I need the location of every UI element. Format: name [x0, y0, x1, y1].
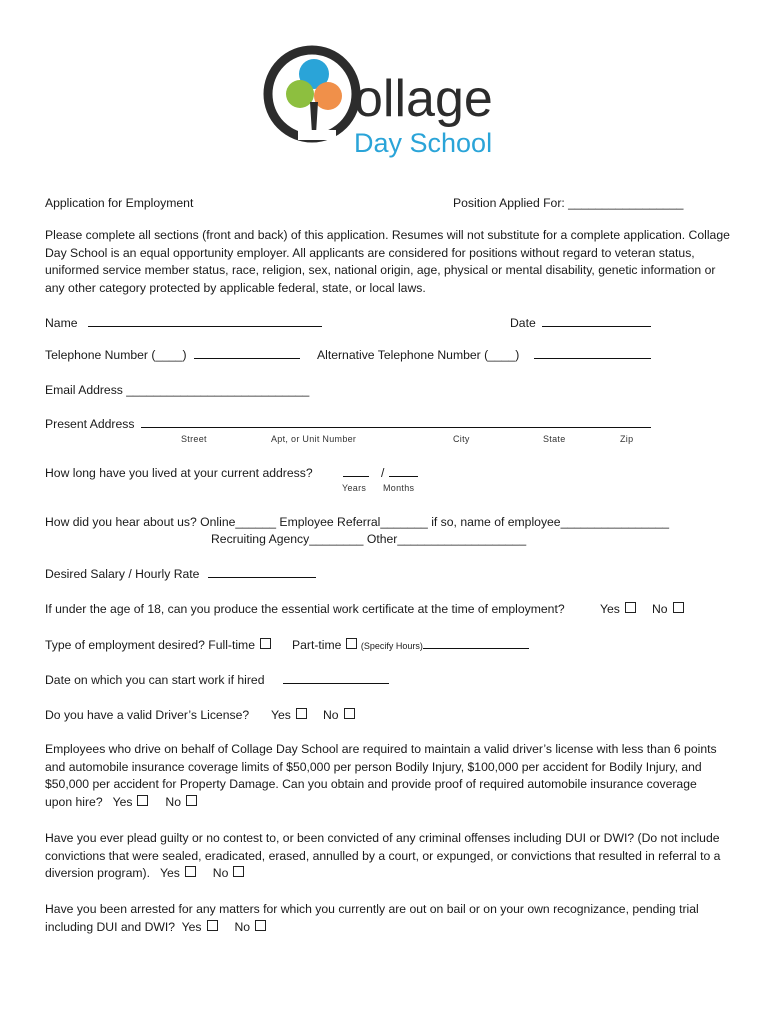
months-field[interactable]: [389, 465, 418, 481]
name-label: Name: [45, 316, 78, 330]
form-title: Application for Employment: [45, 196, 194, 210]
checkbox-icon[interactable]: [296, 708, 307, 719]
residence-duration-question: How long have you lived at your current address?: [45, 466, 313, 480]
date-field[interactable]: [542, 315, 651, 331]
license-yes[interactable]: Yes: [271, 707, 307, 723]
address-zip-caption: Zip: [620, 434, 634, 444]
salary-field[interactable]: [208, 566, 316, 582]
telephone-label: Telephone Number (____): [45, 348, 187, 362]
work-certificate-yes[interactable]: Yes: [600, 601, 636, 617]
address-label: Present Address: [45, 417, 135, 431]
alt-telephone-field[interactable]: [534, 347, 651, 363]
referral-source-line2[interactable]: Recruiting Agency________ Other___________________: [211, 532, 527, 546]
work-certificate-question: If under the age of 18, can you produce the essential work certificate at the time of employment?: [45, 602, 565, 616]
months-caption: Months: [383, 483, 415, 493]
logo-subtitle: Day School: [354, 128, 493, 158]
name-field[interactable]: [88, 315, 322, 331]
work-certificate-no[interactable]: No: [652, 601, 684, 617]
start-date-field[interactable]: [283, 672, 389, 688]
address-field[interactable]: [141, 416, 651, 432]
insurance-yes[interactable]: Yes: [113, 795, 149, 809]
license-question: Do you have a valid Driver’s License?: [45, 708, 250, 722]
logo-green-leaf: [286, 80, 314, 108]
position-applied-field[interactable]: Position Applied For: _________________: [453, 196, 684, 210]
alt-telephone-label: Alternative Telephone Number (____): [317, 348, 520, 362]
address-apt-caption: Apt, or Unit Number: [271, 434, 357, 444]
conviction-yes[interactable]: Yes: [160, 866, 196, 880]
full-time-checkbox[interactable]: [260, 638, 271, 649]
slash-separator: /: [381, 466, 385, 480]
start-date-label: Date on which you can start work if hired: [45, 673, 265, 687]
insurance-question: Employees who drive on behalf of Collage Day School are required to maintain a valid driver’s license with less than 6 points and automobile insurance coverage limits of $50,000 per person Bodily Injury, $100,000 per accident for Bodily Injury, and $50,000 per accident for Property Damage. Can you obtain and provide proof of required automobile insurance coverage upon hire? Yes No: [45, 742, 717, 809]
telephone-field[interactable]: [194, 347, 300, 363]
years-field[interactable]: [343, 465, 369, 481]
checkbox-icon[interactable]: [344, 708, 355, 719]
logo-orange-leaf: [314, 82, 342, 110]
collage-day-school-logo: [262, 44, 512, 162]
license-no[interactable]: No: [323, 707, 355, 723]
arrest-yes[interactable]: Yes: [182, 920, 218, 934]
years-caption: Years: [342, 483, 367, 493]
address-street-caption: Street: [181, 434, 207, 444]
part-time-option[interactable]: Part-time (Specify Hours): [292, 637, 529, 654]
insurance-no[interactable]: No: [165, 795, 197, 809]
checkbox-icon[interactable]: [625, 602, 636, 613]
referral-source-question[interactable]: How did you hear about us? Online______ Employee Referral_______ if so, name of employee________________: [45, 515, 670, 529]
email-field[interactable]: Email Address ___________________________: [45, 383, 310, 397]
address-city-caption: City: [453, 434, 470, 444]
part-time-checkbox[interactable]: [346, 638, 357, 649]
checkbox-icon[interactable]: [673, 602, 684, 613]
date-label: Date: [510, 316, 536, 330]
salary-label: Desired Salary / Hourly Rate: [45, 567, 200, 581]
conviction-question: Have you ever plead guilty or no contest to, or been convicted of any criminal offenses including DUI or DWI? (Do not include convictions that were sealed, eradicated, erased, annulled by a court, or expunged, or convictions that resulted in referral to a diversion program). Yes No: [45, 831, 721, 880]
arrest-no[interactable]: No: [234, 920, 266, 934]
employment-type-question: Type of employment desired? Full-time: [45, 637, 271, 653]
conviction-no[interactable]: No: [213, 866, 245, 880]
intro-paragraph: Please complete all sections (front and back) of this application. Resumes will not substitute for a complete application. Collage Day School is an equal opportunity employer. All applicants are considered for positions without regard to veteran status, uniformed service member status, race, religion, sex, national origin, age, physical or mental disability, genetic information or any other category protected by applicable federal, state, or local laws.: [45, 228, 730, 295]
arrest-question: Have you been arrested for any matters for which you currently are out on bail or on your own recognizance, pending trial including DUI and DWI? Yes No: [45, 902, 699, 934]
address-state-caption: State: [543, 434, 566, 444]
logo-word: ollage: [354, 70, 493, 128]
